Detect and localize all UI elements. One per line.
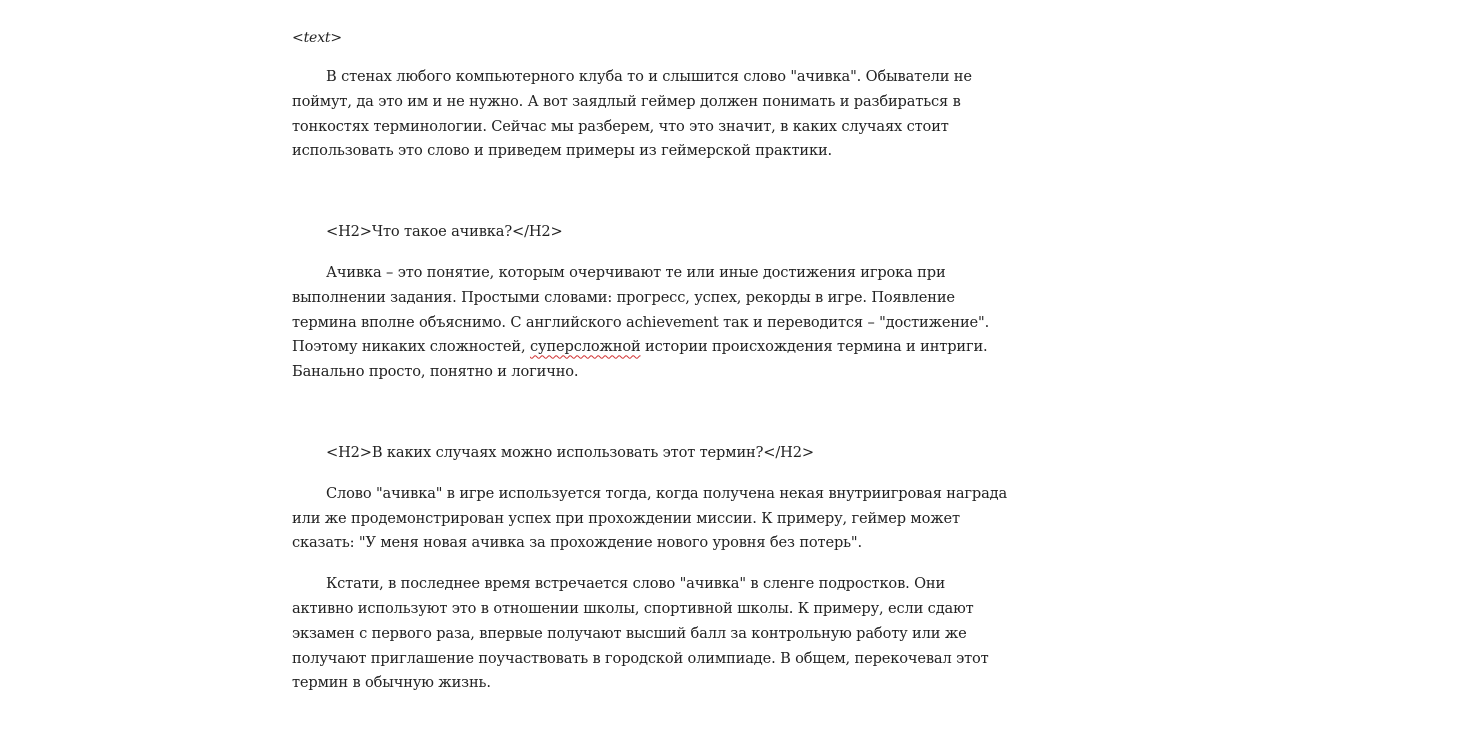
paragraph-usage: Слово "ачивка" в игре используется тогда, когда получена некая внутриигровая награда или же продемонстрирован успех при прохождении миссии. К примеру, геймер может сказать: "У меня новая ачивка за прохождение нового уровня без потерь". <box>292 484 1008 552</box>
misspelled-word[interactable]: суперсложной <box>529 338 641 356</box>
heading-what-is-achievement: <H2>Что такое ачивка?</H2> <box>326 223 563 241</box>
paragraph-slang: Кстати, в последнее время встречается слово "ачивка" в сленге подростков. Они активно используют это в отношении школы, спортивной школы. К примеру, если сдают экзамен с первого раза, впервые получают высший балл за контрольную работу или же получают приглашение поучаствовать в городской олимпиаде. В общем, перекочевал этот термин в обычную жизнь. <box>292 575 989 692</box>
text-open-tag: <text> <box>292 30 342 46</box>
heading-when-to-use: <H2>В каких случаях можно использовать этот термин?</H2> <box>326 443 814 461</box>
paragraph-definition-text-a: Ачивка – это понятие, которым очерчивают те или иные достижения игрока при выполнении задания. Простыми словами: прогресс, успех, рекорды в игре. Появление термина вполне объяснимо. С английского achievement так и переводится – "достижение". Поэтому никаких сложностей, <box>292 263 990 356</box>
document-body[interactable] <box>292 26 1008 712</box>
paragraph-definition <box>292 261 1008 385</box>
paragraph-definition-text-b: истории происхождения термина и интриги. Банально просто, понятно и логично. <box>292 338 988 381</box>
paragraph-intro: В стенах любого компьютерного клуба то и слышится слово "ачивка". Обыватели не поймут, да это им и не нужно. А вот заядлый геймер должен понимать и разбираться в тонкостях терминологии. Сейчас мы разберем, что это значит, в каких случаях стоит использовать это слово и приведем примеры из геймерской практики. <box>292 68 972 160</box>
